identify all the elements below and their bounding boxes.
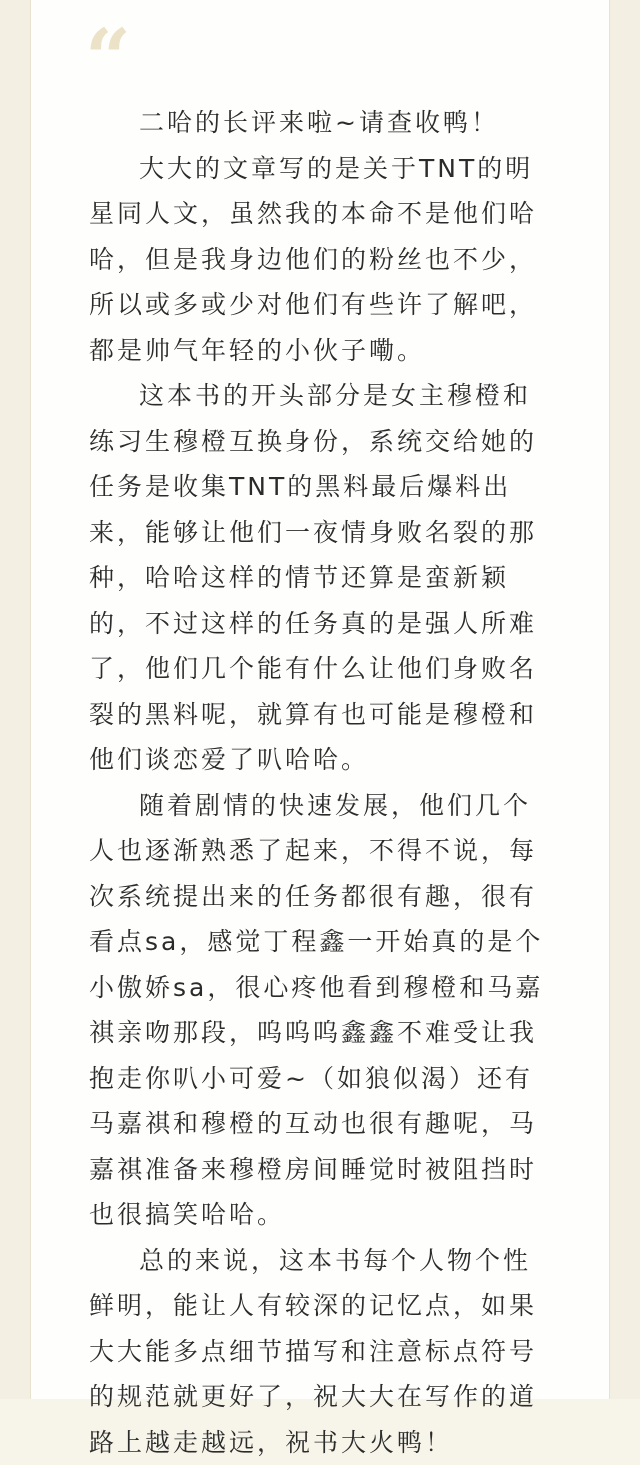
right-margin <box>609 0 640 1399</box>
review-card <box>31 0 609 1399</box>
paragraph-2: 这本书的开头部分是女主穆橙和练习生穆橙互换身份，系统交给她的任务是收集TNT的黑料最后爆料出来，能够让他们一夜情身败名裂的那种，哈哈这样的情节还算是蛮新颖的，不过这样的任务真的是强人所难了，他们几个能有什么让他们身败名裂的黑料呢，就算有也可能是穆橙和他们谈恋爱了叭哈哈。 <box>89 373 547 783</box>
left-margin <box>0 0 31 1399</box>
review-body <box>89 100 547 1465</box>
paragraph-intro: 二哈的长评来啦~请查收鸭！ <box>89 100 547 146</box>
paragraph-1: 大大的文章写的是关于TNT的明星同人文，虽然我的本命不是他们哈哈，但是我身边他们的粉丝也不少，所以或多或少对他们有些许了解吧，都是帅气年轻的小伙子嘞。 <box>89 146 547 374</box>
paragraph-4: 总的来说，这本书每个人物个性鲜明，能让人有较深的记忆点，如果大大能多点细节描写和注意标点符号的规范就更好了，祝大大在写作的道路上越走越远，祝书大火鸭！ <box>89 1238 547 1465</box>
quote-mark-icon: “ <box>85 18 131 98</box>
paragraph-3: 随着剧情的快速发展，他们几个人也逐渐熟悉了起来，不得不说，每次系统提出来的任务都很有趣，很有看点sa，感觉丁程鑫一开始真的是个小傲娇sa，很心疼他看到穆橙和马嘉祺亲吻那段，呜呜呜鑫鑫不难受让我抱走你叭小可爱~（如狼似渴）还有马嘉祺和穆橙的互动也很有趣呢，马嘉祺准备来穆橙房间睡觉时被阻挡时也很搞笑哈哈。 <box>89 783 547 1238</box>
